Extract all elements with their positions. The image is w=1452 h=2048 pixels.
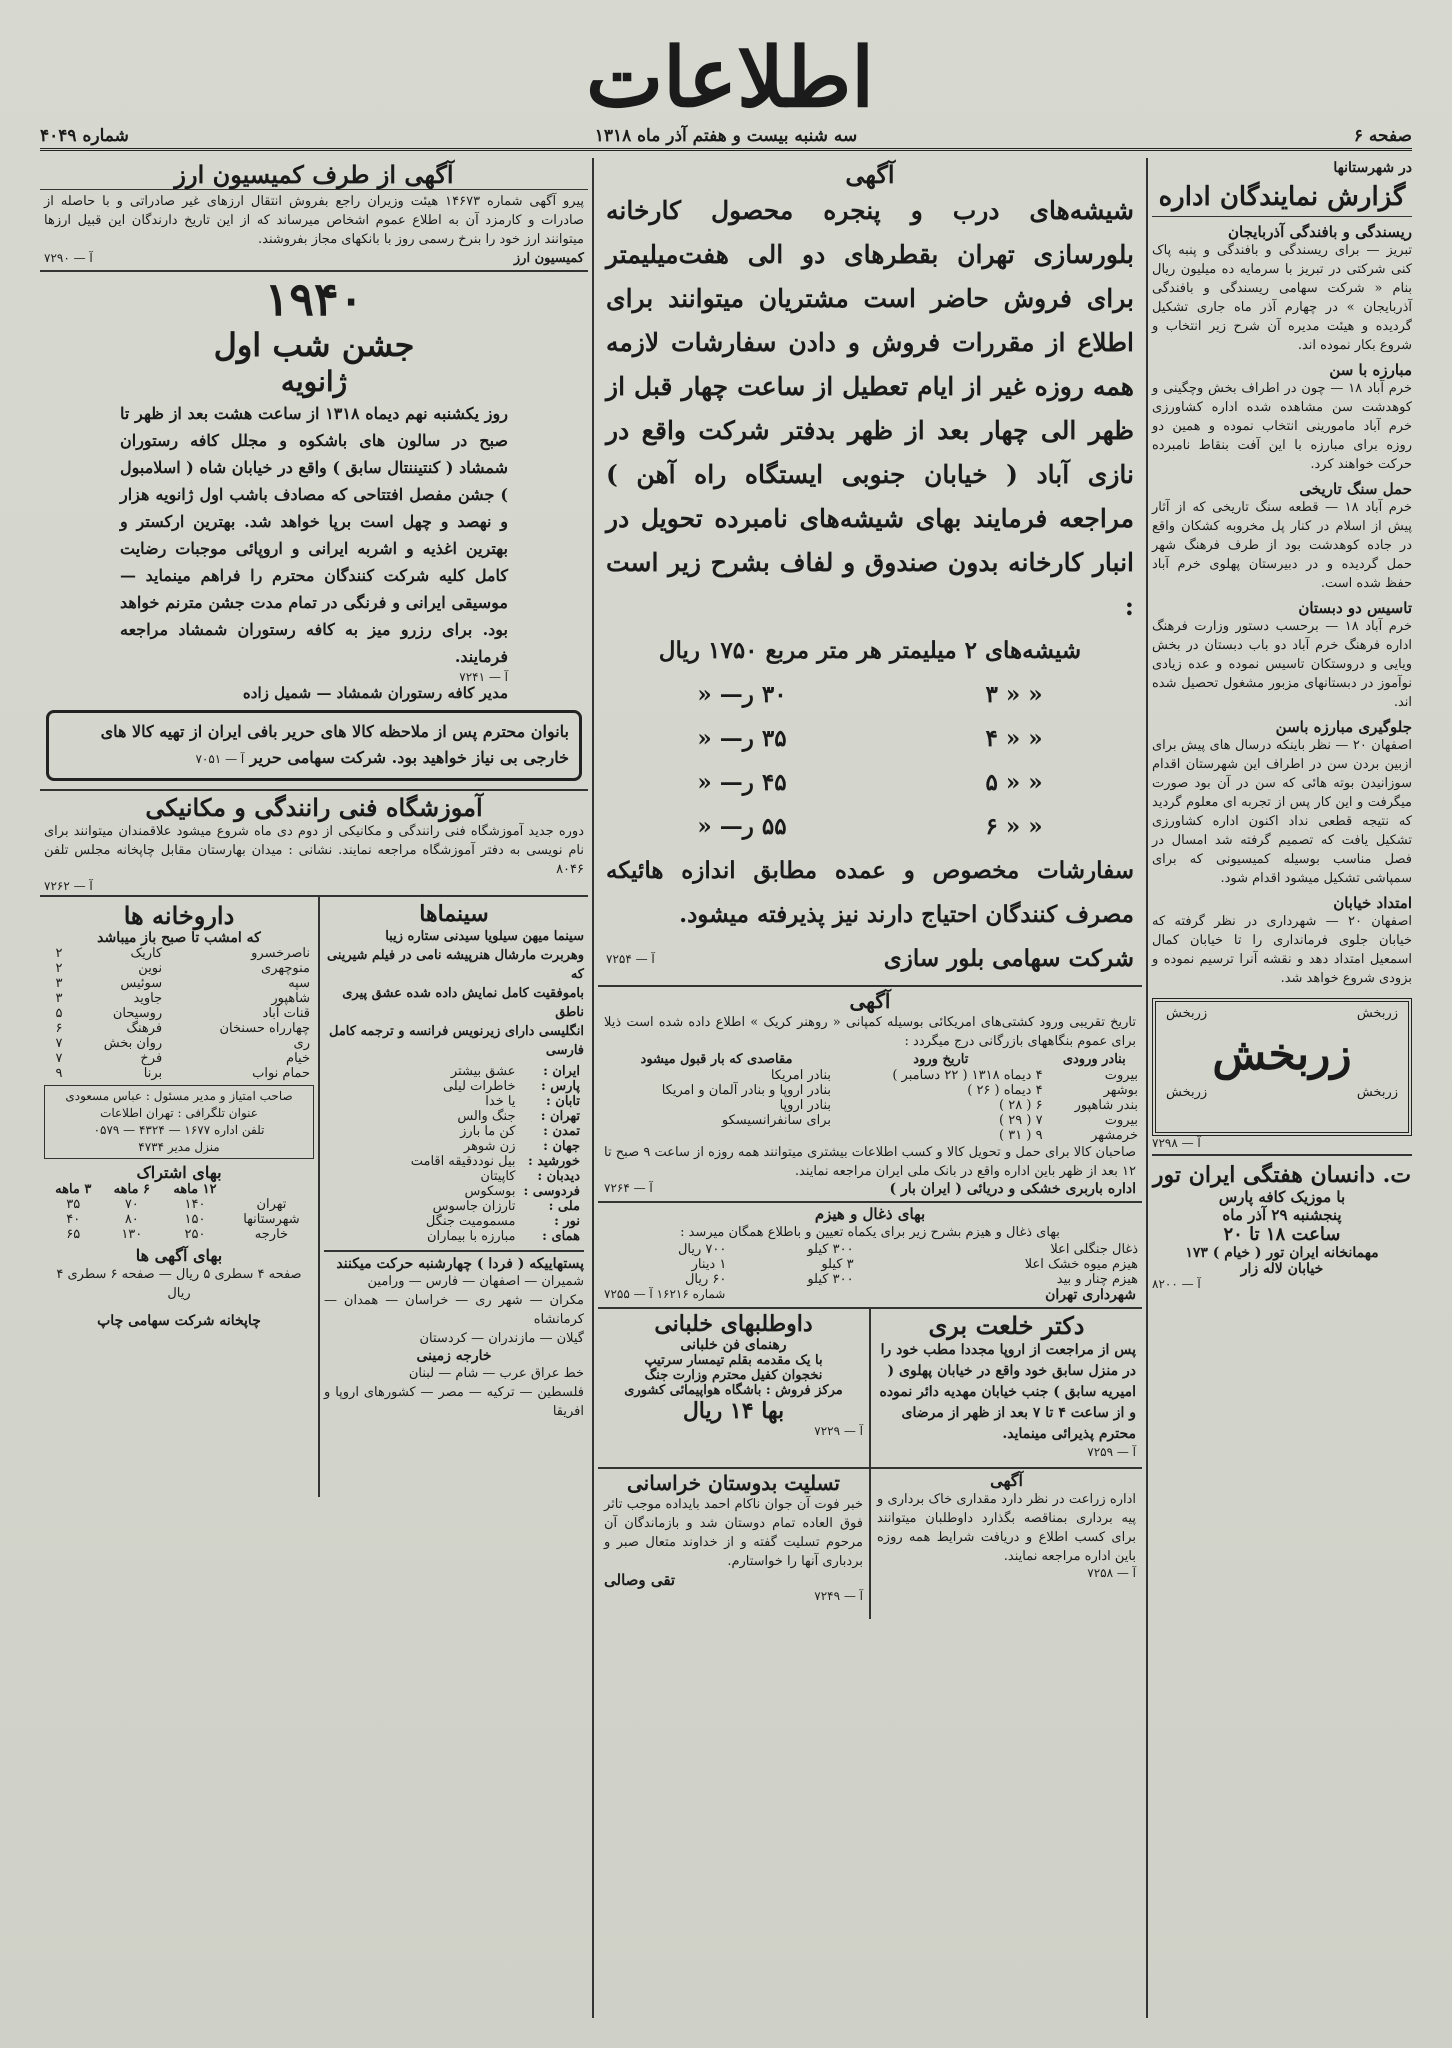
imprint-phone: تلفن اداره ۱۶۷۷ — ۴۳۲۴ — ۰۵۷۹ [93,1123,265,1137]
table-row [407,1139,584,1154]
imprint-box [44,1085,314,1159]
cinema-line: انگلیسی دارای زیرنویس فرانسه و ترجمه کامل فارسی [328,1024,584,1058]
ad-title: آگهی [990,1471,1023,1490]
tender-body: اداره زراعت در نظر دارد مقداری خاک برداری و پیه برداری بمناقصه بگذارد داوطلبان میتوانند برای کسب اطلاع و دریافت شرایط همه روزه باین اداره مراجعه نمایند. [877,1492,1136,1564]
cinema-film: یا خدا [485,1094,516,1109]
imprint-phone: منزل مدیر ۴۷۳۴ [138,1140,220,1154]
cinema-name: جهان : [543,1139,580,1154]
section-kicker: در شهرستانها [1333,160,1412,176]
post-foreign-line: فلسطین — ترکیه — مصر — کشورهای اروپا و افریقا [324,1385,584,1419]
table-cell: کاریک [130,946,163,961]
center-column [598,160,1142,1619]
news-heading: مبارزه با سن [1329,361,1412,379]
post-line: گیلان — مازندران — کردستان [419,1331,584,1346]
table-row [598,1083,1142,1098]
silk-sign: شرکت سهامی حریر [249,748,387,767]
cinema-feature [324,927,584,1060]
zarbakhsh-small: زربخش [1166,1085,1208,1100]
table-row [44,946,314,961]
post-line: شمیران — اصفهان — فارس — ورامین [367,1274,584,1289]
table-cell: فرخ [140,1051,163,1066]
table-row [44,1021,314,1036]
price-value: ۵۵ ر— « [697,813,787,840]
news-body: خرم آباد ۱۸ — قطعه سنگ تاریخی که از آثار پیش از اسلام در کنار پل مخروبه کشکان واقع در جاده کوهدشت بود از طرف فرهنگ شهر حمل گردیده و در دبیرستان پهلوی خرم آباد حفظ شده است. [1152,500,1412,591]
price-row [598,761,1142,805]
table-cell [598,1128,835,1143]
table-cell: بیروت [1104,1068,1138,1083]
exchange-body: پیرو آگهی شماره ۱۴۶۷۳ هیئت وزیران راجع بفروش انتقال ارزهای غیر صادراتی و با حاصله از صادرات و کارمزد آن به اطلاع عموم اشخاص میرساند که از این تاریخ دارندگان این قبیل ارزها میتوانند ارز خود را بنرخ رسمی روز با بانکهای مجاز بفروشند. [44,194,584,247]
subs-table [44,1182,314,1242]
condolence-title: تسلیت بدوستان خراسانی [627,1471,840,1495]
news-heading: امتداد خیابان [1333,894,1412,912]
table-cell: ذغال جنگلی اعلا [1050,1242,1138,1257]
table-cell: ۱۳۰ [121,1227,143,1242]
news-body: تبریز — برای ریسندگی و بافندگی و پنبه پاک کنی شرکتی در تبریز با سرمایه ده میلیون ریال بنام « شرکت سهامی ریسندگی و بافندگی آذربایجان » در چهارم آذر ماه جاری تشکیل گردیده و هیئت مدیره آن شرح زیر انتخاب و شروع بکار نموده اند. [1152,243,1412,353]
table-cell: ۳ [55,976,63,991]
table-cell: سپه [288,976,310,991]
ad-code: آ — ۷۲۶۴ [604,1181,653,1195]
book-line: نخجوان کفیل محترم وزارت جنگ [644,1368,823,1383]
zarbakhsh-small: زربخش [1166,1006,1208,1021]
ad-code: آ — ۷۲۹۰ [44,251,93,265]
concert-line: مهمانخانه ایران تور ( خیام ) ۱۷۳ [1185,1245,1379,1261]
cinema-name: تمدن : [543,1124,580,1139]
table-cell: بیروت [1104,1113,1138,1128]
price-value: ۳۵ ر— « [697,725,787,752]
ad-code: آ — ۷۲۹۸ [1152,1136,1201,1150]
cinema-film: بوسکوس [464,1184,516,1199]
doctor-ad [869,1309,1142,1467]
cinema-film: زن شوهر [463,1139,516,1154]
cinema-name: تابان : [545,1094,580,1109]
table-row [407,1079,584,1094]
table-cell: بنادر اروپا و بنادر آلمان و امریکا [661,1083,832,1098]
fuel-sign: شهرداری تهران [1045,1287,1136,1303]
cinema-name: خورشید : [528,1154,580,1169]
printer-line: چاپخانه شرکت سهامی چاپ [97,1313,261,1329]
table-cell: ۴۰ [66,1212,81,1227]
table-row [407,1169,584,1184]
table-cell: خرمشهر [1091,1128,1138,1143]
cinema-list [407,1064,584,1244]
fuel-ad [598,1201,1142,1303]
table-cell: برنا [143,1066,163,1081]
ad-title: بهای ذغال و هیزم [814,1205,926,1223]
price-mm: « « ۶ [985,813,1043,840]
ship-col-header: مقاصدی که بار قبول میشود [640,1052,793,1067]
cinema-line: وهربرت مارشال هنرپیشه نامی در فیلم شیرینی که [327,948,584,982]
table-cell: هیزم میوه خشک اعلا [1024,1257,1138,1272]
exchange-sign: کمیسیون ارز [513,251,584,266]
table-cell: بنادر امریکا [770,1068,832,1083]
post-line: مکران — شهر ری — خراسان — همدان — کرمانشاه [324,1293,584,1327]
cinema-name: دیدبان : [537,1169,580,1184]
ship-intro: تاریخ تقریبی ورود کشتی‌های امریکائی بوسیله کمپانی « روهنر کریک » اطلاع داده شده است ذیلا برای عموم بنگاههای بازرگانی درج میگردد : [604,1015,1136,1049]
concert-line: ساعت ۱۸ تا ۲۰ [1223,1224,1341,1245]
cinema-name: تهران : [540,1109,580,1124]
pharmacy-title: داروخانه ها [123,901,235,930]
silk-ad [46,710,582,781]
exchange-title: آگهی از طرف کمیسیون ارز [40,160,588,190]
price-row [598,717,1142,761]
cinema-name: فردوسی : [523,1184,580,1199]
table-row [407,1154,584,1169]
table-cell: ۶۰ ریال [684,1272,727,1287]
ship-col-header: تاریخ ورود [913,1052,969,1067]
masthead: اطلاعات [585,30,875,126]
table-cell: بنادر اروپا [779,1098,832,1113]
post-block [324,1250,584,1421]
imprint-owner: صاحب امتیاز و مدیر مسئول : عباس مسعودی [65,1089,293,1103]
condolence-sign: تقی وصالی [604,1571,676,1589]
table-cell: ۹ ( ۳۱ ) [999,1128,1043,1143]
concert-title: ت. دانسان هفتگی ایران تور [1152,1162,1412,1188]
tender-ad [869,1469,1142,1619]
ad-code: آ — ۷۲۵۸ [1087,1566,1136,1580]
table-cell: ۳۰۰ کیلو [807,1242,854,1257]
table-cell: ۷ [55,1036,63,1051]
table-row [44,961,314,976]
table-cell: بندر شاهپور [1074,1098,1138,1113]
newyear-ad [40,270,588,702]
zarbakhsh-small: زربخش [1356,1006,1398,1021]
table-row [598,1242,1142,1257]
cinema-block [318,897,588,1497]
table-cell: ۵ [55,1006,63,1021]
book-ad [598,1309,869,1467]
price-mm: « « ۵ [985,769,1043,796]
table-cell: چهارراه حسنخان [219,1021,310,1036]
ad-code: آ — ۷۲۶۲ [44,879,93,893]
book-line: رهنمای فن خلبانی [680,1337,787,1353]
table-row [598,1068,1142,1083]
ship-col-header: بنادر ورودی [1062,1052,1126,1067]
fuel-intro: بهای ذغال و هیزم بشرح زیر برای یکماه تعیین و باطلاع همگان میرسد : [680,1225,1060,1240]
cinema-line: سینما میهن سیلویا سیدنی ستاره زیبا [385,929,584,944]
table-header: ۱۲ ماهه [173,1182,217,1197]
post-title: پستهاییکه ( فردا ) چهارشنبه حرکت میکنند [336,1256,584,1272]
cinema-name: همای : [542,1229,580,1244]
silk-text: بانوان محترم پس از ملاحظه کالا های حریر بافی ایران از تهیه کالا های خارجی بی نیاز خواهید بود. [100,722,569,767]
cinema-film: تارزان جاسوس [432,1199,516,1214]
table-row [44,1182,314,1197]
table-row [598,1128,1142,1143]
ad-code: آ — ۷۲۵۴ [606,952,655,966]
table-header: ۶ ماهه [113,1182,150,1197]
zarbakhsh-small: زربخش [1356,1085,1398,1100]
ship-ad [598,985,1142,1197]
post-lines [324,1272,584,1348]
table-cell: شهرستانها [243,1212,300,1227]
book-title: داوطلبهای خلبانی [654,1311,813,1337]
table-row [44,1197,314,1212]
table-row [407,1124,584,1139]
ads-price-body: صفحه ۴ سطری ۵ ریال — صفحه ۶ سطری ۴ ریال [56,1267,302,1301]
table-cell: خیام [286,1051,310,1066]
news-heading: جلوگیری مبارزه باسن [1275,718,1412,736]
table-row [44,991,314,1006]
table-row [407,1214,584,1229]
left-column [40,160,588,1497]
table-cell: ۱ دینار [691,1257,727,1272]
ads-price-title: بهای آگهی ها [135,1246,223,1265]
table-header: ۳ ماهه [55,1182,92,1197]
table-cell: ۴ دیماه ( ۲۶ ) [967,1083,1043,1098]
ship-table [598,1051,1142,1143]
price-mm: « « ۳ [985,681,1043,708]
ad-code: آ — ۸۲۰۰ [1152,1277,1201,1291]
doctor-body: پس از مراجعت از اروپا مجددا مطب خود را در منزل سابق خود واقع در خیابان پهلوی ( امیریه سابق ) جنب خیابان مهدیه دائر نموده و از ساعت ۴ تا ۷ بعد از ظهر از مرضای محترم پذیرائی مینماید. [879,1342,1136,1442]
doctor-title: دکتر خلعت بری [928,1311,1085,1340]
table-cell: ۷ [55,1051,63,1066]
issue-date: سه شنبه بیست و هفتم آذر ماه ۱۳۱۸ [594,126,858,146]
fuel-table [598,1242,1142,1287]
cinema-film: خاطرات لیلی [442,1079,516,1094]
table-row [44,1051,314,1066]
table-row [44,1066,314,1081]
cinema-name: ملی : [548,1199,580,1214]
table-cell: شاهپور [271,991,310,1006]
condolence-body: خبر فوت آن جوان ناکام احمد بایداده موجب تاثر فوق العاده تمام دوستان شد و بازماندگان آن مرحوم تسلیت گفته و از خداوند متعال صبر و بردباری آنها را خواستارم. [604,1497,863,1569]
bottom-left-block [40,895,588,1497]
table-row [407,1094,584,1109]
table-row [598,1113,1142,1128]
table-row [598,1098,1142,1113]
table-cell: ۳ کیلو [821,1257,854,1272]
news-body: اصفهان ۲۰ — نظر باینکه درسال های پیش برای ازبین بردن سن در اطراف این شهرستان اقدام سوزانیدن بوته هائی که سن در آن بود صورت میگرفت و این کار پس از تجربه ای معلوم گردید که نتیجه قطعی نداد اکنون اداره کشاورزی تشکیل یافت که تصمیم گرفته شد امسال در فصل مناسب بوسیله کمیسیونی که برای سمپاشی تشکیل میشود اقدام شود. [1152,738,1413,886]
table-cell: روسیحان [112,1006,163,1021]
concert-line: خیابان لاله زار [1240,1261,1324,1277]
table-cell: ۷۰۰ ریال [677,1242,727,1257]
table-row [44,976,314,991]
table-cell: منوچهری [261,961,310,976]
zarbakhsh-ad [1152,998,1412,1136]
ads-row-2 [598,1467,1142,1619]
news-body: خرم آباد ۱۸ — چون در اطراف بخش وچگینی و کوهدشت سن مشاهده شده اداره کشاورزی خرم آباد مامورینی انتخاب نموده و همین دو روزه برای مبارزه با این آفت بنقاط نامبرده حرکت خواهند کرد. [1152,381,1413,472]
school-ad [40,789,588,895]
cinema-film: بیل نوددقیقه اقامت [410,1154,516,1169]
cinema-name: ایران : [543,1064,580,1079]
ad-code: آ — ۷۲۴۹ [814,1589,863,1603]
ads-row-1 [598,1307,1142,1467]
table-cell: ۹ [55,1066,63,1081]
ad-code: آ — ۷۲۴۱ [459,670,508,684]
ad-code: آ — ۷۲۵۹ [1087,1445,1136,1459]
column-rule [592,158,594,2018]
glass-ad-body: شیشه‌های درب و پنجره محصول کارخانه بلورسازی تهران بقطرهای دو الی هفت‌میلیمتر برای فروش حاضر است مشتریان میتوانند برای اطلاع از مقررات فروش و دادن سفارشات لازمه همه روزه غیر از ایام تعطیل از ساعت چهار قبل از ظهر الی چهار بعد از ظهر بدفتر شرکت واقع در نازی آباد ( خیابان جنوبی ایستگاه راه آهن ) مراجعه فرمایند بهای شیشه‌های نامبرده تحویل در انبار کارخانه بدون صندوق و لفاف بشرح زیر است : [606,196,1134,621]
cinema-name: پارس : [540,1079,580,1094]
table-cell: ۷ ( ۲۹ ) [999,1113,1043,1128]
book-line: مرکز فروش : باشگاه هواپیمائی کشوری [624,1383,843,1398]
zarbakhsh-logo: زربخش [1212,1029,1352,1080]
ad-title: آگهی [849,989,891,1013]
news-body: اصفهان ۲۰ — شهرداری در نظر گرفته که خیابان جلوی فرمانداری را تا خیابان کمال اسمعیل امتداد دهد و نقشه آنرا ترسیم نموده و بزودی شروع خواهد شد. [1152,914,1412,986]
table-row [44,1227,314,1242]
date-line [40,124,1412,151]
news-heading: حمل سنگ تاریخی [1299,480,1412,498]
table-cell: قنات آباد [262,1006,310,1021]
price-value: ۳۰ ر— « [697,681,787,708]
ship-foot: صاحبان کالا برای حمل و تحویل کالا و کسب اطلاعات بیشتری میتوانند همه روزه از ساعت ۹ صبح تا ۱۲ بعد از ظهر باین اداره واقع در بانک ملی ایران مراجعه نمایند. [604,1145,1136,1179]
concert-ad [1152,1154,1412,1291]
news-title: گزارش نمایندگان اداره [1152,182,1412,217]
table-cell: خارجه [254,1227,289,1242]
subs-title: بهای اشتراک [136,1163,222,1182]
table-row [407,1109,584,1124]
news-sections [1152,223,1412,988]
table-cell: ۶ [55,1021,63,1036]
cinema-film: عشق بیشتر [450,1064,516,1079]
cinema-film: مبارزه با بیماران [426,1229,516,1244]
table-row [44,1036,314,1051]
table-cell: برای سانفرانسیسکو [721,1113,832,1128]
column-rule [1146,158,1148,2018]
table-row [407,1184,584,1199]
imprint-address: عنوان تلگرافی : تهران اطلاعات [100,1106,258,1120]
table-cell: سوئیس [120,976,163,991]
table-cell: نوین [138,961,163,976]
page-number: صفحه ۶ [1353,126,1412,146]
table-row [598,1257,1142,1272]
table-cell: ۲ [55,946,63,961]
school-title: آموزشگاه فنی رانندگی و مکانیکی [145,793,483,822]
table-cell: بوشهر [1103,1083,1138,1098]
pharmacy-table [44,946,314,1081]
news-heading: تاسیس دو دبستان [1298,599,1412,617]
glass-ad-note: سفارشات مخصوص و عمده مطابق اندازه هائیکه مصرف کنندگان احتیاج دارند نیز پذیرفته میشود. [606,857,1134,928]
table-header [229,1182,314,1197]
table-cell: حمام نواب [252,1066,310,1081]
price-row [598,673,1142,717]
price-list [598,673,1142,849]
table-row [407,1229,584,1244]
cinema-film: مسمومیت جنگل [425,1214,516,1229]
price-row [598,805,1142,849]
table-cell: ناصرخسرو [251,946,310,961]
table-cell: ری [293,1036,310,1051]
newyear-title: جشن شب اول [213,326,415,364]
post-foreign: خارجه زمینی [416,1348,492,1364]
newyear-body: روز یکشنبه نهم دیماه ۱۳۱۸ از ساعت هشت بعد از ظهر تا صبح در سالون های باشکوه و مجلل کافه رستوران شمشاد ( کنتیننتال سابق ) واقع در خیابان شاه ( اسلامبول ) جشن مفصل افتتاحی که مصادف باشب اول ژانویه هزار و نهصد و چهل است برپا خواهد شد. بهترین ارکستر و بهترین اغذیه و اشربه ایرانی و اروپائی موجبات رضایت کامل کلیه شرکت کنندگان محترم را فراهم مینماید — موسیقی ایرانی و فرنگی در تمام مدت جشن مترنم خواهد بود. برای رزرو میز به کافه رستوران شمشاد مراجعه فرمایند. [120,404,508,666]
table-cell: ۶ ( ۲۸ ) [999,1098,1043,1113]
newyear-year: ۱۹۴۰ [264,272,364,326]
ad-code: شماره ۱۶۲۱۶ آ — ۷۲۵۵ [604,1287,726,1301]
table-row [44,1006,314,1021]
newyear-sign: مدیر کافه رستوران شمشاد — شمیل زاده [242,684,508,702]
table-cell: جاوید [133,991,163,1006]
table-row [44,1212,314,1227]
concert-line: پنجشنبه ۲۹ آذر ماه [1222,1206,1342,1224]
table-cell: ۴ دیماه ۱۳۱۸ ( ۲۲ دسامبر ) [892,1068,1043,1083]
news-heading: ریسندگی و بافندگی آذربایجان [1228,223,1412,241]
pharmacy-subtitle: که امشب تا صبح باز میباشد [97,930,261,946]
table-cell: ۲۵۰ [184,1227,206,1242]
cinema-film: جنگ والس [457,1109,516,1124]
glass-ad-sign: شرکت سهامی بلور سازی [883,945,1134,972]
table-cell: ۷۰ [124,1197,139,1212]
table-cell: روان بخش [103,1036,163,1051]
ad-code: آ — ۷۲۲۹ [814,1424,863,1438]
table-cell: فرهنگ [126,1021,163,1036]
table-cell: ۸۰ [124,1212,139,1227]
condolence-ad [598,1469,869,1619]
price-head: شیشه‌های ۲ میلیمتر هر متر مربع ۱۷۵۰ ریال [658,637,1082,664]
cinema-film: کاپیتان [480,1169,516,1184]
issue-number: شماره ۴۰۴۹ [40,126,129,146]
table-row [407,1064,584,1079]
school-body: دوره جدید آموزشگاه فنی رانندگی و مکانیکی از دوم دی ماه شروع میشود علاقمندان میتوانند برای نام نویسی به دفتر آموزشگاه مراجعه نمایند. نشانی : میدان بهارستان مقابل چاپخانه مجلس تلفن ۸۰۴۶ [44,824,584,877]
post-foreign-line: خط عراق عرب — شام — لبنان [408,1366,584,1381]
table-cell: ۳۰۰ کیلو [807,1272,854,1287]
ad-code: آ — ۷۰۵۱ [195,752,245,766]
table-cell: ۲ [55,961,63,976]
ad-title: آگهی [845,160,895,189]
newyear-subtitle: ژانویه [280,365,348,398]
table-cell: هیزم چنار و بید [1056,1272,1138,1287]
table-cell: ۱۴۰ [184,1197,206,1212]
table-cell: ۱۵۰ [184,1212,206,1227]
table-cell: تهران [256,1197,287,1212]
book-line: با یک مقدمه بقلم تیمسار سرتیپ [644,1353,823,1368]
news-body: خرم آباد ۱۸ — برحسب دستور وزارت فرهنگ اداره فرهنگ خرم آباد دو باب دبستان در بخش ویایی و دروستکان تاسیس نموده و عده زیادی نوآموز در دبستانهای مزبور مشغول تحصیل شده اند. [1152,619,1412,710]
table-cell: ۳ [55,991,63,1006]
table-cell: ۳۵ [66,1197,81,1212]
ship-sign: اداره باربری خشکی و دریائی ( ایران بار ) [889,1181,1136,1197]
price-value: ۴۵ ر— « [697,769,787,796]
cinema-line: باموفقیت کامل نمایش داده شده عشق پیری ناطق [342,986,584,1020]
concert-line: با موزیک کافه پارس [1218,1188,1346,1206]
cinema-title: سینماها [419,901,489,927]
book-price: بها ۱۴ ریال [682,1398,785,1424]
price-mm: « « ۴ [985,725,1043,752]
cinema-name: نور : [554,1214,580,1229]
right-column [1152,160,1412,1291]
table-row [598,1272,1142,1287]
pharmacy-block [40,897,318,1497]
table-cell: ۶۵ [66,1227,81,1242]
cinema-film: کن ما بارز [460,1124,516,1139]
table-row [407,1199,584,1214]
